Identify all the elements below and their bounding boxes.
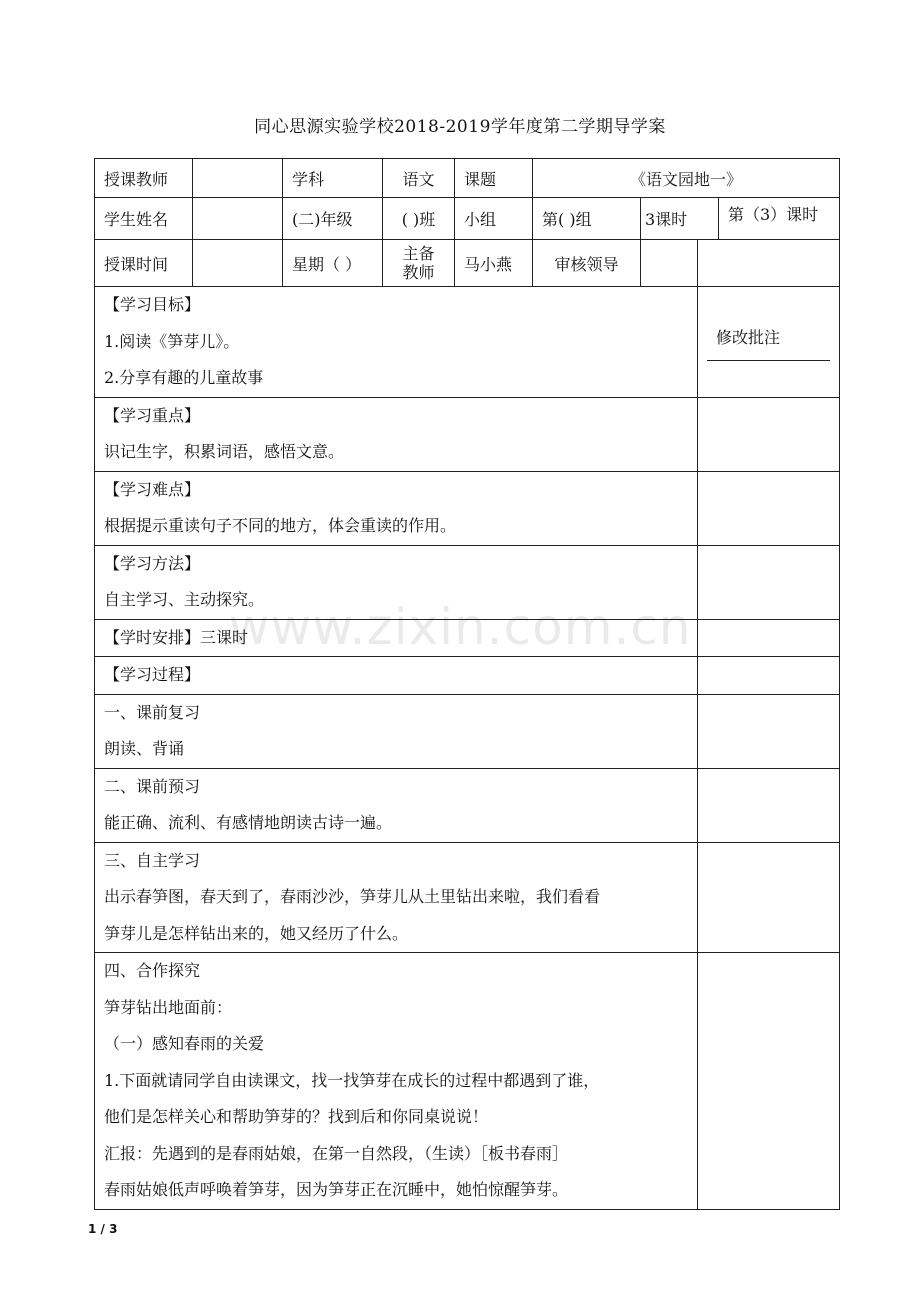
student-value (193, 198, 283, 240)
reviewer-value-extra (698, 240, 840, 287)
notes-cell (698, 842, 840, 953)
key-points-section (95, 397, 698, 471)
goals-row (95, 287, 840, 398)
preview-heading: 二、课前预习 (104, 776, 201, 796)
methods-line: 自主学习、主动探究。 (104, 590, 265, 609)
cooperation-section (95, 953, 698, 1210)
key-points-row (95, 397, 840, 471)
subject-label: 学科 (283, 159, 383, 198)
cooperation-line: 汇报：先遇到的是春雨姑娘，在第一自然段，（生读）［板书春雨］ (104, 1143, 569, 1163)
cooperation-line: （一）感知春雨的关爱 (104, 1034, 265, 1053)
schedule-text: 【学时安排】三课时 (104, 627, 249, 647)
reviewer-label: 审核领导 (533, 240, 641, 287)
reviewer-value (641, 240, 698, 287)
notes-cell (698, 953, 840, 1210)
review-line: 朗读、背诵 (104, 739, 185, 758)
preview-row (95, 768, 840, 842)
notes-cell (698, 694, 840, 768)
document-title: 同心思源实验学校2018-2019学年度第二学期导学案 (254, 117, 666, 137)
notes-header: 修改批注 (707, 323, 830, 361)
difficulties-row (95, 471, 840, 545)
cooperation-line: 笋芽钻出地面前： (104, 997, 233, 1017)
difficulties-line: 根据提示重读句子不同的地方，体会重读的作用。 (104, 516, 457, 535)
process-section (95, 657, 698, 695)
header-row-1 (95, 159, 840, 198)
goals-section (95, 287, 698, 398)
cooperation-line: 1.下面就请同学自由读课文，找一找笋芽在成长的过程中都遇到了谁， (104, 1070, 600, 1090)
difficulties-heading: 【学习难点】 (104, 479, 201, 499)
class-field: ( )班 (383, 198, 455, 240)
lesson-number: 第（3）课时 (719, 198, 840, 240)
self-study-heading: 三、自主学习 (104, 850, 201, 870)
watermark: www.zixin.com.cn (228, 598, 692, 656)
topic-label: 课题 (455, 159, 533, 198)
review-section (95, 694, 698, 768)
time-label: 授课时间 (95, 240, 193, 287)
process-heading: 【学习过程】 (104, 665, 201, 684)
subject-value: 语文 (383, 159, 455, 198)
goals-line: 2.分享有趣的儿童故事 (104, 368, 264, 387)
notes-cell (698, 287, 840, 398)
self-study-line: 出示春笋图，春天到了，春雨沙沙，笋芽儿从土里钻出来啦，我们看看 (104, 887, 601, 906)
teacher-label: 授课教师 (95, 159, 193, 198)
cooperation-line: 他们是怎样关心和帮助笋芽的？找到后和你同桌说说！ (104, 1107, 489, 1126)
group-value: 第( )组 (533, 198, 641, 240)
notes-cell (698, 471, 840, 545)
notes-cell (698, 768, 840, 842)
key-points-line: 识记生字，积累词语，感悟文意。 (104, 442, 345, 461)
lead-teacher-value: 马小燕 (455, 240, 533, 287)
review-heading: 一、课前复习 (104, 702, 201, 722)
review-row (95, 694, 840, 768)
goals-heading: 【学习目标】 (104, 295, 201, 314)
cooperation-heading: 四、合作探究 (104, 961, 201, 980)
notes-cell (698, 657, 840, 695)
preview-line: 能正确、流利、有感情地朗读古诗一遍。 (104, 813, 393, 832)
cooperation-line: 春雨姑娘低声呼唤着笋芽，因为笋芽正在沉睡中，她怕惊醒笋芽。 (104, 1180, 569, 1199)
header-row-2 (95, 198, 840, 240)
grade-field: (二)年级 (283, 198, 383, 240)
topic-value: 《语文园地一》 (533, 159, 840, 198)
self-study-section (95, 842, 698, 953)
preview-section (95, 768, 698, 842)
group-label: 小组 (455, 198, 533, 240)
goals-line: 1.阅读《笋芽儿》。 (104, 331, 240, 351)
self-study-line: 笋芽儿是怎样钻出来的，她又经历了什么。 (104, 923, 409, 943)
total-lessons: 3课时 (641, 198, 719, 240)
methods-heading: 【学习方法】 (104, 553, 201, 573)
time-value (193, 240, 283, 287)
key-points-heading: 【学习重点】 (104, 405, 201, 425)
process-row (95, 657, 840, 695)
page-number: 1 / 3 (88, 1222, 118, 1236)
teacher-value (193, 159, 283, 198)
lead-teacher-label: 主备 教师 (383, 240, 455, 287)
lesson-plan-table (94, 158, 840, 1210)
difficulties-section (95, 471, 698, 545)
self-study-row (95, 842, 840, 953)
notes-cell (698, 397, 840, 471)
weekday-field: 星期（ ） (283, 240, 383, 287)
cooperation-row (95, 953, 840, 1210)
student-label: 学生姓名 (95, 198, 193, 240)
header-row-3 (95, 240, 840, 287)
